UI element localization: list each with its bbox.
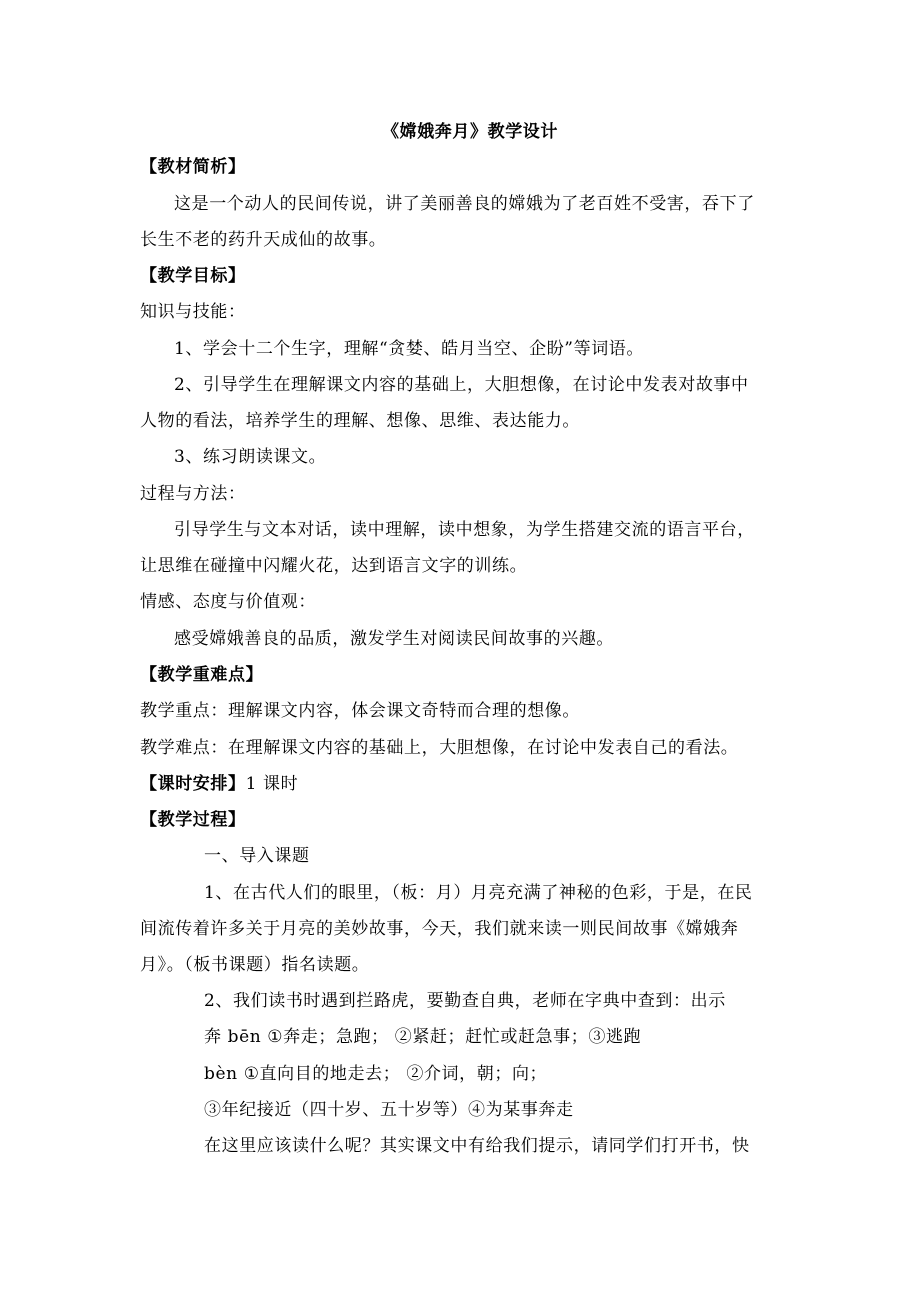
- goal-item: 2、引导学生在理解课文内容的基础上，大胆想像，在讨论中发表对故事中: [174, 375, 749, 395]
- paragraph-line: 2、我们读书时遇到拦路虎，要勤查自典，老师在字典中查到：出示: [204, 991, 726, 1011]
- paragraph-line: 间流传着许多关于月亮的美妙故事，今天，我们就来读一则民间故事《嫦娥奔: [140, 919, 739, 939]
- schedule-line: [140, 772, 790, 796]
- dictionary-entry: ③年纪接近（四十岁、五十岁等）④为某事奔走: [204, 1100, 574, 1120]
- paragraph-line: 这是一个动人的民间传说，讲了美丽善良的嫦娥为了老百姓不受害，吞下了: [174, 194, 755, 214]
- schedule-value: 1 课时: [245, 774, 299, 794]
- paragraph-line: 让思维在碰撞中闪耀火花，达到语言文字的训练。: [140, 556, 528, 576]
- dictionary-entry: 奔 bēn ①奔走；急跑； ②紧赶；赶忙或赶急事；③逃跑: [204, 1027, 642, 1047]
- section-heading-textbook-analysis: 【教材简析】: [140, 157, 246, 177]
- subheading-knowledge: 知识与技能：: [140, 302, 246, 322]
- key-point-line: 教学重点：理解课文内容，体会课文奇特而合理的想像。: [140, 701, 580, 721]
- subheading-process: 过程与方法：: [140, 484, 246, 504]
- process-step: 一、导入课题: [204, 846, 310, 866]
- goal-item-continuation: 人物的看法，培养学生的理解、想像、思维、表达能力。: [140, 411, 580, 431]
- section-heading-schedule: 【课时安排】: [140, 774, 246, 794]
- subheading-emotion: 情感、态度与价值观：: [140, 592, 316, 612]
- paragraph-line: 1、在古代人们的眼里，（板：月）月亮充满了神秘的色彩，于是，在民: [204, 883, 753, 903]
- paragraph-line: 在这里应该读什么呢？其实课文中有给我们提示，请同学们打开书，快: [204, 1136, 750, 1156]
- dictionary-entry: bèn ①直向目的地走去； ②介词，朝；向；: [204, 1064, 548, 1084]
- paragraph-line: 长生不老的药升天成仙的故事。: [140, 230, 387, 250]
- paragraph-line: 引导学生与文本对话，读中理解，读中想象，为学生搭建交流的语言平台，: [174, 520, 755, 540]
- paragraph-line: 感受嫦娥善良的品质，激发学生对阅读民间故事的兴趣。: [174, 629, 614, 649]
- goal-item: 3、练习朗读课文。: [174, 447, 327, 467]
- paragraph-line: 月》。（板书课题）指名读题。: [140, 955, 370, 975]
- document-title: 《嫦娥奔月》教学设计: [382, 122, 558, 142]
- section-heading-teaching-goals: 【教学目标】: [140, 266, 246, 286]
- difficulty-line: 教学难点：在理解课文内容的基础上，大胆想像，在讨论中发表自己的看法。: [140, 738, 739, 758]
- goal-item: 1、学会十二个生字，理解“贪婪、皓月当空、企盼”等词语。: [174, 339, 644, 359]
- section-heading-key-points: 【教学重难点】: [140, 665, 264, 685]
- section-heading-process: 【教学过程】: [140, 810, 246, 830]
